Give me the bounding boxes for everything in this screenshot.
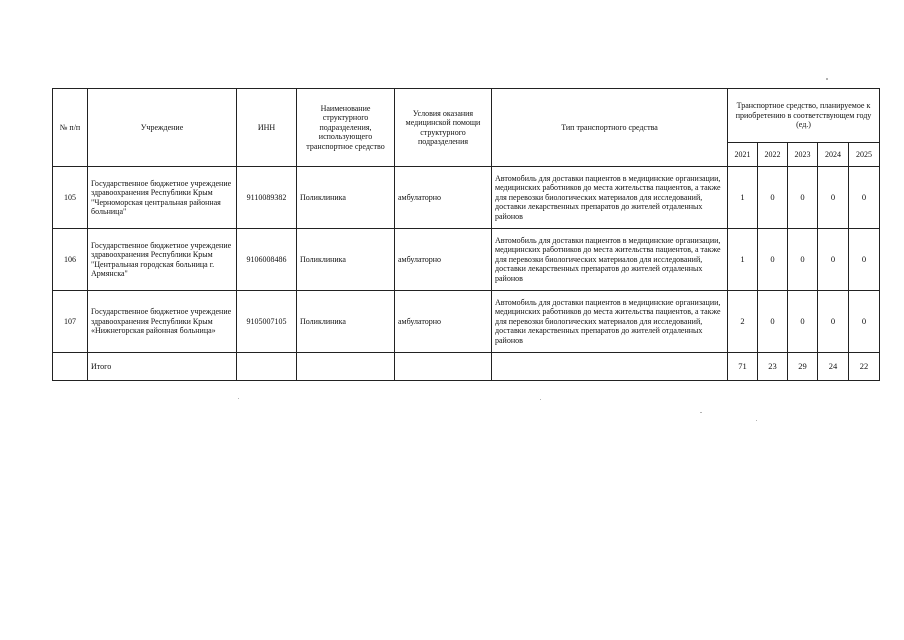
total-year-value: 24 [818, 353, 849, 381]
row-institution: Государственное бюджетное учреждение здравоохранения Республики Крым "Центральная городская больница г. Армянска" [88, 229, 237, 291]
row-vehicle-type: Автомобиль для доставки пациентов в медицинские организации, медицинских работников до места жительства пациентов, а также для перевозки биологических материалов для исследований, доставки лекарственных препаратов до жителей отдаленных районов [492, 229, 728, 291]
table-row [53, 167, 880, 229]
header-year: 2025 [849, 143, 880, 167]
header-institution: Учреждение [88, 89, 237, 167]
row-subdivision: Поликлиника [297, 167, 395, 229]
row-inn: 9105007105 [237, 291, 297, 353]
total-row [53, 353, 880, 381]
vehicle-plan-table [52, 88, 880, 381]
total-empty-cell [237, 353, 297, 381]
scan-speck [540, 399, 541, 400]
row-year-value: 0 [818, 229, 849, 291]
row-year-value: 0 [818, 291, 849, 353]
header-planned: Транспортное средство, планируемое к приобретению в соответствующем году (ед.) [728, 89, 880, 143]
row-vehicle-type: Автомобиль для доставки пациентов в медицинские организации, медицинских работников до места жительства пациентов, а также для перевозки биологических материалов для исследований, доставки лекарственных препаратов до жителей отдаленных районов [492, 291, 728, 353]
total-empty-cell [53, 353, 88, 381]
total-empty-cell [492, 353, 728, 381]
total-year-value: 22 [849, 353, 880, 381]
header-year: 2022 [758, 143, 788, 167]
total-label: Итого [88, 353, 237, 381]
total-empty-cell [297, 353, 395, 381]
total-year-value: 29 [788, 353, 818, 381]
row-conditions: амбулаторно [395, 167, 492, 229]
row-year-value: 1 [728, 229, 758, 291]
row-conditions: амбулаторно [395, 229, 492, 291]
row-year-value: 0 [788, 229, 818, 291]
header-year: 2021 [728, 143, 758, 167]
header-year: 2023 [788, 143, 818, 167]
scan-speck [700, 412, 702, 413]
row-year-value: 0 [849, 291, 880, 353]
row-year-value: 0 [758, 229, 788, 291]
row-year-value: 0 [758, 167, 788, 229]
scan-speck [756, 420, 757, 421]
scan-speck [238, 398, 239, 399]
header-conditions: Условия оказания медицинской помощи структурного подразделения [395, 89, 492, 167]
row-subdivision: Поликлиника [297, 291, 395, 353]
scan-speck [826, 78, 828, 80]
row-institution: Государственное бюджетное учреждение здравоохранения Республики Крым "Черноморская центральная районная больница" [88, 167, 237, 229]
row-year-value: 0 [849, 229, 880, 291]
header-year: 2024 [818, 143, 849, 167]
table-row [53, 229, 880, 291]
total-empty-cell [395, 353, 492, 381]
row-subdivision: Поликлиника [297, 229, 395, 291]
row-institution: Государственное бюджетное учреждение здравоохранения Республики Крым «Нижнегорская районная больница» [88, 291, 237, 353]
total-year-value: 23 [758, 353, 788, 381]
table-row [53, 291, 880, 353]
row-conditions: амбулаторно [395, 291, 492, 353]
row-year-value: 0 [818, 167, 849, 229]
header-inn: ИНН [237, 89, 297, 167]
row-num: 105 [53, 167, 88, 229]
row-year-value: 1 [728, 167, 758, 229]
row-year-value: 0 [758, 291, 788, 353]
header-row [53, 89, 880, 143]
header-subdivision: Наименование структурного подразделения, использующего транспортное средство [297, 89, 395, 167]
row-inn: 9106008486 [237, 229, 297, 291]
total-year-value: 71 [728, 353, 758, 381]
row-year-value: 0 [788, 291, 818, 353]
row-year-value: 0 [849, 167, 880, 229]
row-vehicle-type: Автомобиль для доставки пациентов в медицинские организации, медицинских работников до места жительства пациентов, а также для перевозки биологических материалов для исследований, доставки лекарственных препаратов до жителей отдаленных районов [492, 167, 728, 229]
row-inn: 9110089382 [237, 167, 297, 229]
header-num: № п/п [53, 89, 88, 167]
row-year-value: 2 [728, 291, 758, 353]
row-num: 107 [53, 291, 88, 353]
header-vehicle-type: Тип транспортного средства [492, 89, 728, 167]
row-year-value: 0 [788, 167, 818, 229]
row-num: 106 [53, 229, 88, 291]
